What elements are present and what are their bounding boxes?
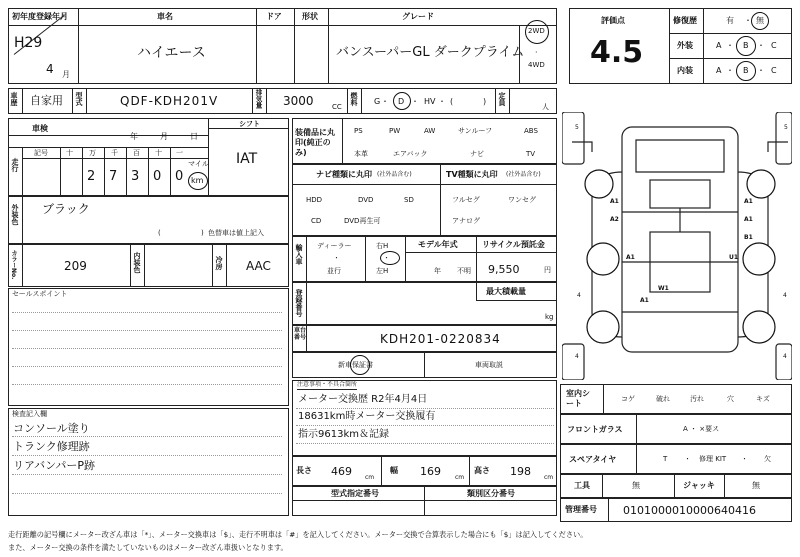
nav-type-sub: (社外品含む)	[377, 171, 412, 178]
equip-tv: TV	[526, 150, 536, 158]
repair-dot: ・	[744, 16, 752, 25]
interior-label: 内装	[677, 66, 693, 75]
digit-head-4: 十	[155, 149, 162, 157]
mark-u1: U1	[729, 254, 739, 261]
notes-line-2: 指示9613km＆記録	[298, 429, 389, 440]
drive-4wd: 4WD	[528, 61, 545, 69]
exterior-c: C	[771, 41, 777, 50]
max-load-unit: kg	[545, 313, 554, 321]
fuel-paren-open: (	[450, 97, 454, 106]
chassis-value: KDH201-0220834	[380, 332, 501, 346]
model-value: QDF-KDH201V	[120, 94, 219, 108]
tv-fullseg: フルセグ	[452, 196, 480, 204]
height-unit: cm	[544, 474, 554, 481]
mgmt-label: 管理番号	[565, 505, 597, 514]
mileage-digit-2: 3	[131, 169, 140, 184]
nav-type-label: ナビ種類に丸印	[316, 170, 372, 179]
tire-front-right	[747, 170, 775, 198]
mark-a1-left: A1	[610, 198, 619, 205]
digit-head-2: 千	[111, 149, 118, 157]
shaken-day: 日	[190, 132, 198, 141]
fuel-paren-close: )	[483, 97, 487, 106]
height-value: 198	[510, 465, 531, 478]
car-name-label: 車名	[157, 12, 173, 21]
equip-leather: 本革	[354, 150, 368, 158]
purpose-value: 自家用	[30, 94, 63, 107]
color-note-open: (	[158, 229, 161, 237]
mark-a1-rear: A1	[640, 297, 649, 304]
equip-navi: ナビ	[470, 150, 484, 158]
reg-month-unit: 月	[62, 70, 70, 79]
rear-right-box	[776, 344, 792, 380]
tire-mark-4: 4	[575, 353, 579, 360]
reg-no-label: 登録番号	[295, 289, 303, 317]
seat-hole: 穴	[727, 395, 734, 403]
length-label: 長さ	[296, 466, 312, 475]
rear-left-box	[562, 344, 584, 380]
jack-label: ジャッキ	[683, 481, 715, 490]
equip-abs: ABS	[524, 127, 538, 135]
interior-c: C	[771, 66, 777, 75]
inspector-line-2: リアバンパーP跡	[13, 459, 95, 472]
tv-analog: アナログ	[452, 217, 480, 225]
import-label: 輸入車	[295, 244, 303, 265]
equip-pw: PW	[389, 127, 401, 135]
inspector-line-1: トランク修理跡	[13, 440, 90, 453]
seat-dirt: 汚れ	[690, 395, 704, 403]
seat-tear: 破れ	[656, 395, 670, 403]
mile-label: マイル	[188, 160, 209, 168]
width-label: 幅	[390, 466, 398, 475]
model-label: 型式	[75, 92, 83, 106]
shaken-month: 月	[160, 132, 168, 141]
model-year-unit: 年	[434, 267, 441, 275]
color-note-close: )	[201, 229, 204, 237]
capacity-unit: 人	[542, 103, 549, 111]
manual-label: 車両取説	[475, 361, 503, 369]
tire-rear-left	[587, 243, 619, 275]
windshield-label: フロントガラス	[567, 425, 623, 434]
max-load-label: 最大積載量	[486, 287, 526, 296]
fuel-hv: HV	[424, 97, 436, 106]
nav-cd: CD	[311, 217, 322, 225]
notes-line-1: 18631km時メーター交換履有	[298, 411, 436, 422]
warranty-label: 新車保証書	[338, 361, 373, 369]
equip-sunroof: サンルーフ	[458, 127, 493, 135]
interior-dot1: ・	[726, 66, 734, 75]
ac-value: AAC	[246, 259, 271, 273]
interior-color-label: 内装色	[133, 252, 141, 273]
score-value: 4.5	[590, 35, 644, 70]
shift-value: IAT	[236, 151, 258, 167]
mileage-kigou-label: 記号	[34, 149, 48, 157]
exterior-dot1: ・	[726, 41, 734, 50]
mark-b1: B1	[744, 234, 753, 241]
model-year-label: モデル年式	[418, 240, 458, 249]
color-label: 外装色	[11, 204, 19, 225]
digit-head-0: 十	[66, 149, 73, 157]
mark-a2: A2	[610, 216, 619, 223]
length-unit: cm	[365, 474, 375, 481]
tire-mark-0: 5	[575, 124, 579, 131]
tools-value: 無	[632, 481, 640, 490]
mileage-digit-0: 2	[87, 169, 96, 184]
repair-no: 無	[756, 16, 764, 25]
mirror-right	[776, 112, 792, 164]
body-label: 形状	[302, 12, 318, 21]
mirror-left	[562, 112, 584, 164]
width-value: 169	[420, 465, 441, 478]
import-rhd: 右H	[376, 242, 389, 250]
chassis-label: 車台番号	[294, 327, 307, 341]
windshield-shape	[636, 140, 724, 172]
spare-dot1: ・	[684, 455, 691, 463]
recycle-label: リサイクル預託金	[482, 240, 545, 249]
tire-front-left	[585, 170, 613, 198]
tire-spare-left	[587, 311, 619, 343]
mgmt-value: 0101000010000640416	[623, 504, 756, 517]
door-label: ドア	[266, 12, 282, 21]
width-unit: cm	[455, 474, 465, 481]
import-dot: ・	[333, 254, 340, 262]
import-parallel: 並行	[327, 267, 341, 275]
mark-a1-right2: A1	[744, 216, 753, 223]
reg-month: 4	[46, 62, 54, 76]
length-value: 469	[331, 465, 352, 478]
equip-airbag: エアバック	[393, 150, 428, 158]
nav-sd: SD	[404, 196, 414, 204]
sales-point-label: セールスポイント	[12, 290, 68, 298]
height-label: 高さ	[474, 466, 490, 475]
inspector-label: 検査記入欄	[12, 410, 47, 418]
spare-none: 欠	[764, 455, 771, 463]
purpose-label: 車歴	[10, 92, 18, 106]
score-label: 評価点	[601, 16, 625, 25]
drive-2wd: 2WD	[528, 27, 545, 35]
sales-point-box	[8, 288, 289, 406]
equip-label: 装備品に丸印(純正のみ)	[295, 128, 335, 157]
seat-scratch: キズ	[756, 395, 770, 403]
disp-unit: CC	[332, 103, 342, 111]
import-dot2: ・	[383, 254, 390, 262]
interior-b: B	[743, 66, 749, 75]
exterior-a: A	[716, 41, 722, 50]
tire-mark-2: 4	[577, 292, 581, 299]
color-note: 色替車は値上記入	[208, 229, 264, 237]
class-no-label: 類別区分番号	[467, 489, 515, 498]
capacity-label: 定員	[498, 92, 506, 106]
exterior-dot2: ・	[757, 41, 765, 50]
equip-aw: AW	[424, 127, 436, 135]
fuel-dot2: ・	[411, 97, 419, 106]
tire-mark-3: 4	[783, 292, 787, 299]
jack-value: 無	[752, 481, 760, 490]
roof-front	[650, 180, 710, 208]
notes-line-0: メーター交換歴 R2年4月4日	[298, 394, 428, 405]
disp-value: 3000	[283, 94, 314, 108]
spare-dot2: ・	[741, 455, 748, 463]
model-year-unknown: 不明	[457, 267, 471, 275]
grade-label: グレード	[402, 12, 434, 21]
footer-line-1: また、メーター交換の条件を満たしていないものはメーター改ざん車扱いとなります。	[8, 543, 288, 552]
reg-year-label: 初年度登録年月	[12, 12, 68, 21]
interior-seat-label: 室内シート	[566, 389, 590, 408]
repair-label: 修復歴	[673, 16, 697, 25]
spare-kit: 修理 KIT	[699, 455, 727, 463]
mileage-digit-1: 7	[109, 169, 118, 184]
mark-w1: W1	[658, 285, 669, 292]
digit-head-3: 百	[133, 149, 140, 157]
notes-label: 注意事項・不具合箇所	[297, 381, 358, 388]
color-value: ブラック	[42, 202, 90, 216]
tools-label: 工具	[574, 481, 590, 490]
km-unit: km	[191, 176, 204, 185]
windshield-value: A ・ ×要ス	[683, 425, 720, 433]
shift-label: シフト	[239, 120, 260, 128]
shaken-year: 年	[130, 132, 138, 141]
car-diagram	[562, 112, 792, 380]
footer-line-0: 走行距離の記号欄にメーター改ざん車は「*」、メーター交換車は「$」、走行不明車は「#」を記入してください。メーター交換で合算表示した場合にも「$」は記入してください。	[8, 530, 588, 539]
type-no-label: 型式指定番号	[331, 489, 379, 498]
mileage-label: 走行	[11, 158, 19, 172]
digit-head-1: 万	[89, 149, 96, 157]
tv-type-sub: (社外品含む)	[506, 171, 541, 178]
exterior-b: B	[743, 41, 749, 50]
disp-label: 排気量	[254, 89, 263, 109]
color-no-label: カラーNo.	[10, 250, 17, 280]
fuel-g: G	[374, 97, 381, 106]
reg-year: H29	[14, 35, 43, 51]
interior-dot2: ・	[757, 66, 765, 75]
exterior-label: 外装	[677, 41, 693, 50]
fuel-d: D	[398, 97, 405, 106]
digit-head-5: 一	[176, 149, 183, 157]
fuel-dot1: ・	[381, 97, 389, 106]
nav-hdd: HDD	[306, 196, 323, 204]
nav-dvd: DVD	[358, 196, 374, 204]
mark-a1-rear-left: A1	[626, 254, 635, 261]
inspector-line-0: コンソール塗り	[13, 422, 90, 435]
fuel-label: 燃料	[350, 92, 358, 106]
import-dealer: ディーラー	[317, 242, 352, 250]
tire-spare-right	[743, 311, 775, 343]
tv-oneseg: ワンセグ	[508, 196, 536, 204]
tire-mark-5: 4	[783, 353, 787, 360]
car-body-outline	[622, 127, 738, 352]
shaken-label: 車検	[32, 124, 48, 133]
import-lhd: 左H	[376, 267, 389, 275]
spare-t: T	[663, 455, 668, 463]
interior-a: A	[716, 66, 722, 75]
repair-yes: 有	[726, 16, 734, 25]
tv-type-label: TV種類に丸印	[446, 170, 498, 179]
spare-label: スペアタイヤ	[569, 455, 617, 464]
seat-burn: コゲ	[621, 395, 635, 403]
nav-dvd-play: DVD再生可	[344, 217, 381, 225]
tire-mark-1: 5	[784, 124, 788, 131]
grade-value: バンスーパーGL ダークプライム	[336, 45, 525, 60]
recycle-value: 9,550	[488, 263, 520, 276]
ac-label: 冷房	[215, 256, 223, 270]
recycle-unit: 円	[544, 266, 551, 274]
equip-ps: PS	[354, 127, 363, 135]
mileage-digit-4: 0	[175, 169, 184, 184]
tire-rear-right	[743, 243, 775, 275]
mileage-digit-3: 0	[153, 169, 162, 184]
mark-a1-right: A1	[744, 198, 753, 205]
car-name: ハイエース	[137, 45, 206, 61]
drive-dot: ·	[535, 48, 538, 57]
color-no-value: 209	[64, 259, 87, 273]
fuel-dot3: ・	[438, 97, 446, 106]
